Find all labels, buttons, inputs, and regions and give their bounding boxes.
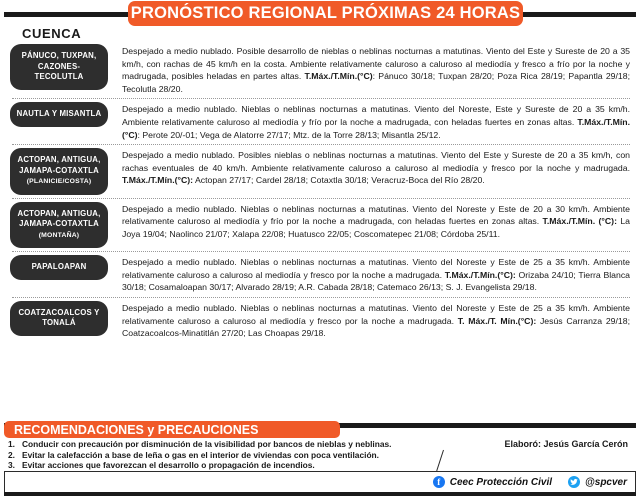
basin-name: ACTOPAN, ANTIGUA, JAMAPA-COTAXTLA (17, 155, 101, 175)
basin-subregion: (PLANICIE/COSTA) (26, 178, 92, 186)
forecast-table (0, 44, 640, 340)
list-item-text: Evitar acciones que favorezcan el desarrollo o propagación de incendios. (22, 460, 315, 471)
basin-name: NAUTLA Y MISANTLA (16, 109, 102, 119)
row-separator (12, 144, 630, 145)
temp-label: T.Máx./T.Mín.(°C) (304, 71, 373, 82)
forecast-text (108, 301, 632, 340)
forecast-text (108, 202, 632, 241)
forecast-text (108, 44, 632, 95)
list-item-text: Conducir con precaución por disminución de la visibilidad por bancos de nieblas y neblinas. (22, 439, 392, 449)
table-row (0, 202, 640, 249)
forecast-text (108, 255, 632, 294)
table-row (0, 102, 640, 141)
table-row (0, 148, 640, 195)
column-header-cuenca: CUENCA (22, 26, 82, 41)
basin-name: ACTOPAN, ANTIGUA, JAMAPA-COTAXTLA (17, 208, 101, 229)
list-item (8, 460, 438, 471)
list-item-number: 1. (8, 439, 15, 449)
table-row (0, 44, 640, 95)
temp-values: : Perote 20/-01; Vega de Alatorre 27/17; Mtz. de la Torre 28/13; Misantla 25/12. (137, 129, 441, 140)
temp-values: Actopan 27/17; Cardel 28/18; Cotaxtla 30/18; Veracruz-Boca del Río 28/20. (193, 175, 485, 186)
forecast-body: Despejado a medio nublado. Nieblas o neblinas nocturnas a matutinas. Viento del Noreste y Este de 25 a 35 km/h. Ambiente relativamente caluroso a caluroso al mediodía y fresco por la noche a madrugada. (122, 257, 630, 280)
temp-values: : Pánuco 30/18; Tuxpan 28/20; Poza Rica 28/19; Papantla 29/18; Tecolutla 28/20. (122, 71, 630, 94)
twitter-link[interactable] (568, 476, 627, 488)
list-item-text: Evitar la calefacción a base de leña o gas en el interior de viviendas con poca ventilación. (22, 449, 380, 460)
forecast-text (108, 148, 632, 187)
twitter-label: @spcver (585, 476, 627, 488)
table-row (0, 301, 640, 340)
basin-badge (10, 102, 108, 127)
table-row (0, 255, 640, 294)
temp-label: T.Máx./T.Mín.(°C): (122, 175, 194, 186)
facebook-icon: f (433, 476, 445, 488)
row-separator (12, 297, 630, 298)
forecast-body: Despejado a medio nublado. Posibles nieblas o neblinas nocturnas a matutinas. Viento del Este y Sureste de 20 a 35 km/h, con rachas eventuales de 40 km/h. Ambiente relativamente caluroso a caluroso al mediodía y fresco por la noche y madrugada. (122, 150, 630, 173)
basin-subregion: (MONTAÑA) (38, 231, 80, 239)
temp-label: T.Máx./T.Mín. (°C) (122, 116, 630, 140)
basin-badge (10, 44, 108, 90)
forecast-body: Despejado a medio nublado. Nieblas o neblinas nocturnas a matutinas. Viento del Noreste y Este de 20 a 30 km/h. Ambiente relativamente caluroso al mediodía y frío por la noche a madrugada, con heladas fuertes en zonas altas. (122, 203, 630, 227)
basin-badge (10, 202, 108, 249)
temp-values: La Joya 19/04; Naolinco 21/07; Xalapa 22/08; Huatusco 22/05; Coscomatepec 21/08; Córdoba 25/11. (122, 216, 631, 239)
footer-bottom-line (4, 492, 636, 496)
page-header (0, 0, 640, 30)
temp-values: Orizaba 24/10; Tierra Blanca 30/18; Cosamaloapan 30/17; Alvarado 28/19; A.R. Cabada 28/18; Catemaco 26/13; S. J. Evangelista 29/18. (122, 269, 631, 293)
row-separator (12, 251, 630, 252)
basin-badge (10, 301, 108, 336)
author-credit: Elaboró: Jesús García Cerón (504, 439, 628, 449)
twitter-icon (568, 476, 580, 488)
forecast-body: Despejado a medio nublado. Nieblas o neblinas nocturnas a matutinas. Viento del Noreste, Este y Sureste de 20 a 35 km/h. Ambiente relativamente caluroso al mediodía y frío por la noche a madrugada, con heladas fuertes en zonas altas. (122, 104, 630, 127)
recommendations-title: RECOMENDACIONES y PRECAUCIONES (4, 421, 340, 438)
facebook-link[interactable] (433, 476, 552, 488)
social-footer (4, 471, 636, 493)
forecast-text (108, 102, 632, 141)
facebook-label: Ceec Protección Civil (449, 476, 552, 488)
forecast-body: Despejado a medio nublado. Nieblas o neblinas nocturnas a matutinas. Viento del Noreste y Este de 25 a 35 km/h. Ambiente relativamente caluroso a caluroso al mediodía y fresco por la noche a madrugada. (122, 302, 630, 326)
temp-label: T.Máx./T.Mín.(°C): (444, 269, 516, 280)
list-item-number: 3. (8, 460, 15, 471)
list-item-number: 2. (8, 449, 15, 460)
temp-values: Jesús Carranza 29/18; Coatzacoalcos-Minatitlán 27/20; Las Choapas 29/18. (122, 315, 630, 339)
basin-badge (10, 148, 108, 195)
page-title: PRONÓSTICO REGIONAL PRÓXIMAS 24 HORAS (128, 1, 523, 26)
list-item (8, 439, 438, 450)
list-item (8, 450, 438, 461)
row-separator (12, 98, 630, 99)
basin-name: PÁNUCO, TUXPAN, CAZONES-TECOLUTLA (21, 51, 97, 81)
temp-label: T. Máx./T. Mín.(°C): (457, 315, 537, 326)
temp-label: T.Máx./T.Mín. (°C): (542, 216, 617, 227)
row-separator (12, 198, 630, 199)
basin-name: PAPALOAPAN (31, 262, 87, 272)
basin-name: COATZACOALCOS Y TONALÁ (18, 307, 100, 328)
basin-badge (10, 255, 108, 280)
forecast-body: Despejado a medio nublado. Posible desarrollo de nieblas o neblinas nocturnas a matutinas. Viento del Este y Sureste de 20 a 35 km/h, con rachas de 45 km/h en la costa. Ambiente relativamente caluroso a caluroso al mediodía y fresco a frío por la noche y madrugada, posibles heladas en partes altas. (122, 46, 630, 82)
